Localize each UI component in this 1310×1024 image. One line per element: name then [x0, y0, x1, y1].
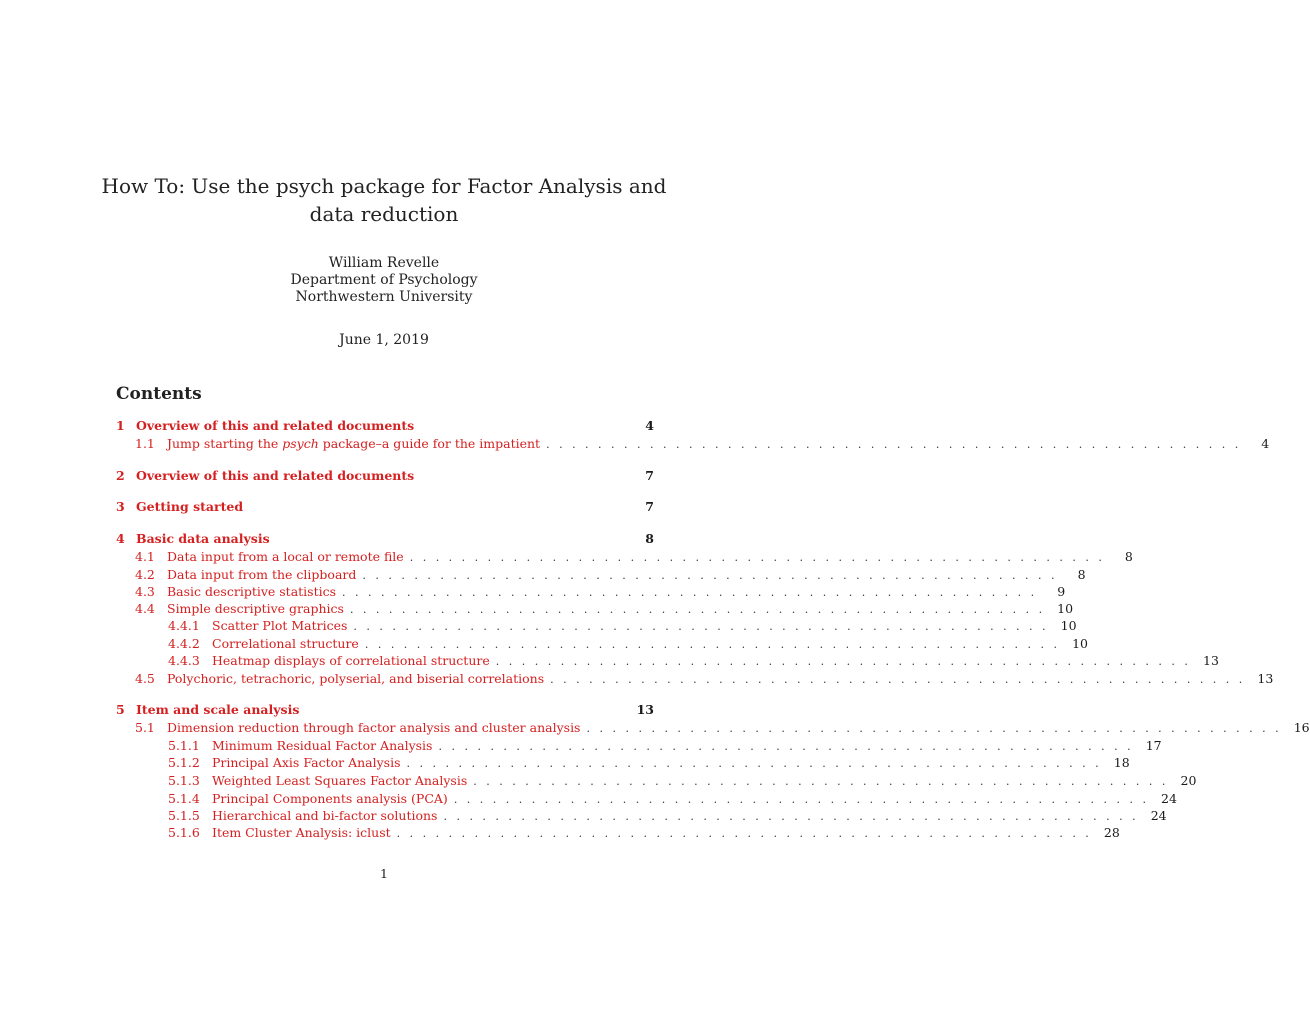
toc-entry-number: 4.4.1	[168, 618, 200, 633]
toc-entry-page: 8	[645, 531, 654, 546]
toc-entry-label[interactable]: Overview of this and related documents	[136, 418, 415, 433]
toc-entry-label[interactable]: Data input from a local or remote file	[167, 549, 404, 564]
toc-entry-number: 4.1	[135, 549, 155, 564]
toc-entry-number: 5.1.1	[168, 738, 200, 753]
toc-entry-page: 10	[1057, 601, 1074, 616]
toc-entry-4-1[interactable]	[116, 548, 1133, 565]
toc-entry-label[interactable]: Item Cluster Analysis: iclust	[212, 825, 391, 840]
toc-entry-number: 4.4.2	[168, 636, 200, 651]
toc-dot-leader: . . . . . . . . . . . . . . . . . . . . . . . . . . . . . . . . . . . . . . . . . . . . . . . . . . . . . .	[586, 722, 1282, 735]
toc-entry-number: 5.1.3	[168, 773, 200, 788]
document-title: How To: Use the psych package for Factor Analysis and data reduction	[101, 174, 667, 226]
toc-entry-page: 13	[1257, 671, 1274, 686]
toc-entry-page: 4	[645, 418, 654, 433]
toc-dot-leader: . . . . . . . . . . . . . . . . . . . . . . . . . . . . . . . . . . . . . . . . . . . . . . . . . . . . . .	[473, 775, 1169, 788]
toc-entry-page: 18	[1113, 755, 1130, 770]
toc-entry-3[interactable]	[116, 498, 654, 515]
toc-entry-2[interactable]	[116, 467, 654, 484]
toc-entry-page: 24	[1161, 791, 1177, 806]
toc-entry-number: 3	[116, 499, 125, 514]
toc-entry-page: 28	[1103, 825, 1120, 840]
toc-entry-label[interactable]: Overview of this and related documents	[136, 468, 415, 483]
toc-entry-page: 9	[1057, 584, 1066, 599]
contents-heading: Contents	[116, 384, 202, 404]
toc-entry-1[interactable]	[116, 417, 654, 434]
toc-entry-4-5[interactable]	[116, 670, 1274, 687]
toc-entry-4-4-3[interactable]	[116, 652, 1219, 669]
author-department: Department of Psychology	[290, 272, 478, 288]
toc-entry-label[interactable]: Data input from the clipboard	[167, 567, 357, 582]
toc-dot-leader: . . . . . . . . . . . . . . . . . . . . . . . . . . . . . . . . . . . . . . . . . . . . . . . . . . . . . .	[353, 620, 1049, 633]
toc-entry-number: 4.5	[135, 671, 155, 686]
toc-entry-page: 13	[636, 702, 654, 717]
author-university: Northwestern University	[295, 289, 473, 305]
toc-entry-label[interactable]: Hierarchical and bi-factor solutions	[212, 808, 438, 823]
toc-dot-leader: . . . . . . . . . . . . . . . . . . . . . . . . . . . . . . . . . . . . . . . . . . . . . . . . . . . . . .	[443, 810, 1139, 823]
toc-entry-5-1-1[interactable]	[116, 737, 1162, 754]
toc-entry-5[interactable]	[116, 701, 654, 718]
toc-entry-label[interactable]: Weighted Least Squares Factor Analysis	[212, 773, 468, 788]
toc-entry-label[interactable]: Principal Components analysis (PCA)	[212, 791, 448, 806]
toc-entry-label[interactable]: Polychoric, tetrachoric, polyserial, and biserial correlations	[167, 671, 545, 686]
toc-dot-leader: . . . . . . . . . . . . . . . . . . . . . . . . . . . . . . . . . . . . . . . . . . . . . . . . . . . . . .	[438, 740, 1134, 753]
author-name: William Revelle	[328, 255, 440, 271]
toc-entry-number: 4	[116, 531, 125, 546]
page-number: 1	[380, 866, 388, 881]
toc-dot-leader: . . . . . . . . . . . . . . . . . . . . . . . . . . . . . . . . . . . . . . . . . . . . . . . . . . . . . .	[409, 551, 1105, 564]
document-date: June 1, 2019	[339, 332, 429, 348]
toc-entry-label[interactable]: Getting started	[136, 499, 244, 514]
toc-entry-label[interactable]	[167, 435, 540, 452]
toc-dot-leader: . . . . . . . . . . . . . . . . . . . . . . . . . . . . . . . . . . . . . . . . . . . . . . . . . . . . . .	[546, 438, 1242, 451]
toc-entry-page: 24	[1150, 808, 1167, 823]
toc-entry-number: 4.4	[135, 601, 155, 616]
toc-entry-number: 5	[116, 702, 125, 717]
toc-entry-number: 1.1	[135, 436, 155, 451]
toc-entry-label[interactable]: Basic descriptive statistics	[167, 584, 337, 599]
toc-dot-leader: . . . . . . . . . . . . . . . . . . . . . . . . . . . . . . . . . . . . . . . . . . . . . . . . . . . . . .	[342, 586, 1038, 599]
toc-label-emphasis: psych	[282, 436, 319, 451]
toc-entry-5-1-6[interactable]	[116, 824, 1120, 841]
toc-entry-page: 16	[1293, 720, 1310, 735]
toc-entry-number: 4.3	[135, 584, 155, 599]
toc-entry-5-1-4[interactable]	[116, 790, 1177, 807]
toc-entry-number: 5.1.6	[168, 825, 200, 840]
toc-entry-page: 7	[645, 468, 654, 483]
toc-entry-4-4[interactable]	[116, 600, 1074, 617]
toc-entry-4-2[interactable]	[116, 566, 1086, 583]
toc-entry-5-1-5[interactable]	[116, 807, 1167, 824]
toc-entry-page: 10	[1072, 636, 1088, 651]
toc-label-part: Jump starting the	[167, 436, 283, 451]
toc-entry-label[interactable]: Principal Axis Factor Analysis	[212, 755, 401, 770]
toc-dot-leader: . . . . . . . . . . . . . . . . . . . . . . . . . . . . . . . . . . . . . . . . . . . . . . . . . . . . . .	[364, 638, 1060, 651]
toc-dot-leader: . . . . . . . . . . . . . . . . . . . . . . . . . . . . . . . . . . . . . . . . . . . . . . . . . . . . . .	[495, 655, 1191, 668]
toc-entry-label[interactable]: Item and scale analysis	[136, 702, 300, 717]
toc-dot-leader: . . . . . . . . . . . . . . . . . . . . . . . . . . . . . . . . . . . . . . . . . . . . . . . . . . . . . .	[362, 569, 1058, 582]
toc-entry-label[interactable]: Correlational structure	[212, 636, 359, 651]
toc-entry-5-1[interactable]	[116, 719, 1310, 736]
toc-entry-number: 4.4.3	[168, 653, 200, 668]
toc-entry-4-4-2[interactable]	[116, 635, 1088, 652]
toc-entry-4[interactable]	[116, 530, 654, 547]
toc-label-part: package–a guide for the impatient	[318, 436, 541, 451]
toc-entry-label[interactable]: Heatmap displays of correlational structure	[212, 653, 490, 668]
toc-entry-number: 5.1.2	[168, 755, 200, 770]
toc-dot-leader: . . . . . . . . . . . . . . . . . . . . . . . . . . . . . . . . . . . . . . . . . . . . . . . . . . . . . .	[349, 603, 1046, 616]
toc-entry-page: 17	[1145, 738, 1162, 753]
toc-dot-leader: . . . . . . . . . . . . . . . . . . . . . . . . . . . . . . . . . . . . . . . . . . . . . . . . . . . . . .	[453, 793, 1149, 806]
toc-entry-number: 1	[116, 418, 125, 433]
toc-dot-leader: . . . . . . . . . . . . . . . . . . . . . . . . . . . . . . . . . . . . . . . . . . . . . . . . . . . . . .	[396, 827, 1092, 840]
toc-entry-number: 5.1.5	[168, 808, 200, 823]
toc-entry-label[interactable]: Dimension reduction through factor analysis and cluster analysis	[167, 720, 581, 735]
toc-dot-leader: . . . . . . . . . . . . . . . . . . . . . . . . . . . . . . . . . . . . . . . . . . . . . . . . . . . . . .	[406, 757, 1102, 770]
toc-entry-label[interactable]: Basic data analysis	[136, 531, 270, 546]
toc-entry-label[interactable]: Simple descriptive graphics	[167, 601, 344, 616]
toc-entry-label[interactable]: Scatter Plot Matrices	[212, 618, 348, 633]
toc-entry-number: 4.2	[135, 567, 155, 582]
toc-entry-4-3[interactable]	[116, 583, 1066, 600]
toc-entry-label[interactable]: Minimum Residual Factor Analysis	[212, 738, 433, 753]
toc-entry-4-4-1[interactable]	[116, 617, 1077, 634]
toc-entry-page: 7	[645, 499, 654, 514]
toc-entry-5-1-2[interactable]	[116, 754, 1130, 771]
toc-entry-page: 20	[1180, 773, 1197, 788]
toc-dot-leader: . . . . . . . . . . . . . . . . . . . . . . . . . . . . . . . . . . . . . . . . . . . . . . . . . . . . . .	[550, 673, 1246, 686]
toc-entry-page: 8	[1124, 549, 1133, 564]
toc-entry-number: 5.1.4	[168, 791, 200, 806]
toc-entry-5-1-3[interactable]	[116, 772, 1197, 789]
toc-entry-page: 8	[1077, 567, 1086, 582]
toc-entry-page: 4	[1261, 436, 1270, 451]
toc-entry-number: 5.1	[135, 720, 155, 735]
toc-entry-page: 10	[1060, 618, 1077, 633]
toc-entry-page: 13	[1203, 653, 1219, 668]
toc-entry-number: 2	[116, 468, 125, 483]
toc-entry-1-1[interactable]	[116, 435, 1270, 452]
